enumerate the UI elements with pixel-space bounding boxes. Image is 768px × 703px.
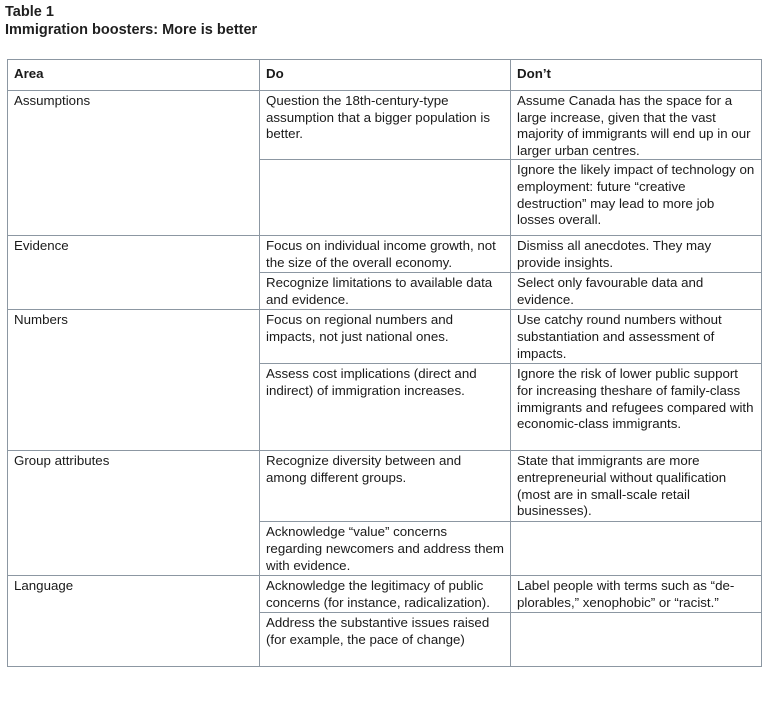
header-row [8,60,762,91]
table-title: Immigration boosters: More is better [5,22,258,38]
dont-cell: State that immigrants are more entrepreneurial without qualification (most are in small-scale retail businesses). [511,451,762,522]
header-area: Area [8,60,260,91]
area-cell: Evidence [8,236,260,310]
dont-cell: Use catchy round numbers without substantiation and assessment of impacts. [511,310,762,364]
do-cell: Recognize limitations to available data and evidence. [260,273,511,310]
table-row [8,310,762,364]
dont-cell [511,522,762,576]
table-row [8,91,762,160]
header-do: Do [260,60,511,91]
table-label: Table 1 [5,4,54,20]
area-cell: Numbers [8,310,260,451]
do-cell: Address the substantive issues raised (for example, the pace of change) [260,613,511,667]
do-cell [260,160,511,236]
table-row [8,236,762,273]
do-cell: Recognize diversity between and among different groups. [260,451,511,522]
do-cell: Acknowledge “value” concerns regarding newcomers and address them with evidence. [260,522,511,576]
dont-cell: Dismiss all anecdotes. They may provide insights. [511,236,762,273]
dont-cell: Select only favourable data and evidence. [511,273,762,310]
dont-cell [511,613,762,667]
table-row [8,451,762,522]
do-cell: Focus on regional numbers and impacts, not just national ones. [260,310,511,364]
header-dont: Don’t [511,60,762,91]
dont-cell: Assume Canada has the space for a large increase, given that the vast majority of immigrants will end up in our larger urban centres. [511,91,762,160]
dont-cell: Ignore the likely impact of technology on employment: future “creative destruction” may lead to more job losses overall. [511,160,762,236]
do-cell: Focus on individual income growth, not the size of the overall economy. [260,236,511,273]
area-cell: Language [8,576,260,667]
do-dont-table [7,59,762,667]
area-cell: Assumptions [8,91,260,236]
area-cell: Group attributes [8,451,260,576]
do-cell: Assess cost implications (direct and indirect) of immigration increases. [260,364,511,451]
table-row [8,576,762,613]
dont-cell: Ignore the risk of lower public support for increasing theshare of family-class immigrants and refugees compared with economic-class immigrants. [511,364,762,451]
do-cell: Question the 18th-century-type assumption that a bigger population is better. [260,91,511,160]
do-cell: Acknowledge the legitimacy of public concerns (for instance, radicalization). [260,576,511,613]
table-caption [5,3,257,39]
dont-cell: Label people with terms such as “de-plorables,” xenophobic” or “racist.” [511,576,762,613]
